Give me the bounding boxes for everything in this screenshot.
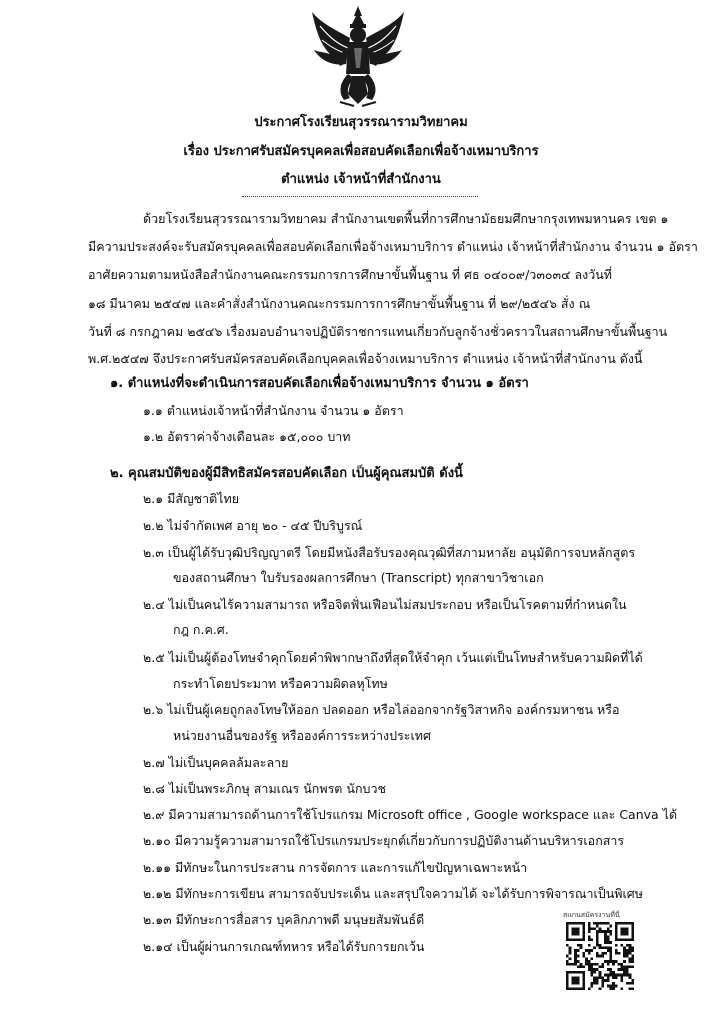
- garuda-emblem-icon: [310, 4, 406, 108]
- section-2-item: ๒.๑๐ มีความรู้ความสามารถใช้โปรแกรมประยุกต์เกี่ยวกับการปฏิบัติงานด้านบริหารเอกสาร: [143, 833, 625, 848]
- intro-line: อาศัยความตามหนังสือสำนักงานคณะกรรมการการศึกษาขั้นพื้นฐาน ที่ ศธ ๐๔๐๐๙/ว๓๐๓๔ ลงวันที่: [88, 267, 613, 282]
- intro-line: ๑๘ มีนาคม ๒๕๔๗ และคำสั่งสำนักงานคณะกรรมการการศึกษาขั้นพื้นฐาน ที่ ๒๙/๒๕๔๖ สั่ง ณ: [88, 296, 591, 311]
- qr-code-icon[interactable]: [566, 922, 634, 990]
- intro-line: พ.ศ.๒๕๔๗ จึงประกาศรับสมัครสอบคัดเลือกบุคคลเพื่อจ้างเหมาบริการ ตำแหน่ง เจ้าหน้าที่สำนักงาน ดังนี้: [88, 351, 643, 366]
- announcement-subject: เรื่อง ประกาศรับสมัครบุคคลเพื่อสอบคัดเลือกเพื่อจ้างเหมาบริการ: [183, 144, 539, 159]
- section-2-item-continued: กฎ ก.ค.ศ.: [173, 622, 229, 637]
- section-2-item: ๒.๒ ไม่จำกัดเพศ อายุ ๒๐ - ๔๕ ปีบริบูรณ์: [143, 518, 363, 533]
- section-2-item: ๒.๕ ไม่เป็นผู้ต้องโทษจำคุกโดยคำพิพากษาถึงที่สุดให้จำคุก เว้นแต่เป็นโทษสำหรับความผิดที่ได้: [143, 650, 643, 665]
- section-2-item: ๒.๑๓ มีทักษะการสื่อสาร บุคลิกภาพดี มนุษยสัมพันธ์ดี: [143, 912, 425, 927]
- section-2-item-continued: กระทำโดยประมาท หรือความผิดลหุโทษ: [173, 676, 388, 691]
- section-1-heading: ๑. ตำแหน่งที่จะดำเนินการสอบคัดเลือกเพื่อจ้างเหมาบริการ จำนวน ๑ อัตรา: [110, 376, 529, 391]
- section-1-item: ๑.๒ อัตราค่าจ้างเดือนละ ๑๕,๐๐๐ บาท: [143, 429, 351, 444]
- section-2-item: ๒.๓ เป็นผู้ได้รับวุฒิปริญญาตรี โดยมีหนังสือรับรองคุณวุฒิที่สภามหาลัย อนุมัติการจบหลักสูตร: [143, 545, 636, 560]
- section-2-item-continued: หน่วยงานอื่นของรัฐ หรือองค์การระหว่างประเทศ: [173, 728, 431, 743]
- announcement-title: ประกาศโรงเรียนสุวรรณารามวิทยาคม: [254, 115, 468, 130]
- qr-caption: สแกนสมัครงานที่นี่: [563, 911, 620, 919]
- section-2-item: ๒.๑๒ มีทักษะการเขียน สามารถจับประเด็น และสรุปใจความได้ จะได้รับการพิจารณาเป็นพิเศษ: [143, 886, 643, 901]
- section-2-item: ๒.๗ ไม่เป็นบุคคลล้มละลาย: [143, 755, 289, 770]
- dotted-divider: [242, 196, 478, 197]
- intro-line: ด้วยโรงเรียนสุวรรณารามวิทยาคม สำนักงานเขตพื้นที่การศึกษามัธยมศึกษากรุงเทพมหานคร เขต ๑: [143, 211, 669, 226]
- section-2-item: ๒.๑๑ มีทักษะในการประสาน การจัดการ และการแก้ไขปัญหาเฉพาะหน้า: [143, 860, 528, 875]
- section-2-heading: ๒. คุณสมบัติของผู้มีสิทธิสมัครสอบคัดเลือก เป็นผู้คุณสมบัติ ดังนี้: [110, 466, 463, 481]
- section-2-item-continued: ของสถานศึกษา ใบรับรองผลการศึกษา (Transcript) ทุกสาขาวิชาเอก: [173, 570, 544, 585]
- intro-line: มีความประสงค์จะรับสมัครบุคคลเพื่อสอบคัดเลือกเพื่อจ้างเหมาบริการ ตำแหน่ง เจ้าหน้าที่สำนักงาน จำนวน ๑ อัตรา: [88, 239, 698, 254]
- section-2-item: ๒.๑ มีสัญชาติไทย: [143, 491, 240, 506]
- section-1-item: ๑.๑ ตำแหน่งเจ้าหน้าที่สำนักงาน จำนวน ๑ อัตรา: [143, 403, 404, 418]
- section-2-item: ๒.๑๔ เป็นผู้ผ่านการเกณฑ์ทหาร หรือได้รับการยกเว้น: [143, 939, 425, 954]
- section-2-item: ๒.๘ ไม่เป็นพระภิกษุ สามเณร นักพรต นักบวช: [143, 781, 386, 796]
- section-2-item: ๒.๔ ไม่เป็นคนไร้ความสามารถ หรือจิตฟั่นเฟือนไม่สมประกอบ หรือเป็นโรคตามที่กำหนดใน: [143, 597, 627, 612]
- intro-line: วันที่ ๘ กรกฎาคม ๒๕๔๖ เรื่องมอบอำนาจปฏิบัติราชการแทนเกี่ยวกับลูกจ้างชั่วคราวในสถานศึกษาขั้นพื้นฐาน: [88, 324, 668, 339]
- section-2-item: ๒.๖ ไม่เป็นผู้เคยถูกลงโทษให้ออก ปลดออก หรือไล่ออกจากรัฐวิสาหกิจ องค์กรมหาชน หรือ: [143, 702, 620, 717]
- announcement-position: ตำแหน่ง เจ้าหน้าที่สำนักงาน: [281, 172, 441, 187]
- section-2-item: ๒.๙ มีความสามารถด้านการใช้โปรแกรม Microsoft office , Google workspace และ Canva ได้: [143, 807, 678, 822]
